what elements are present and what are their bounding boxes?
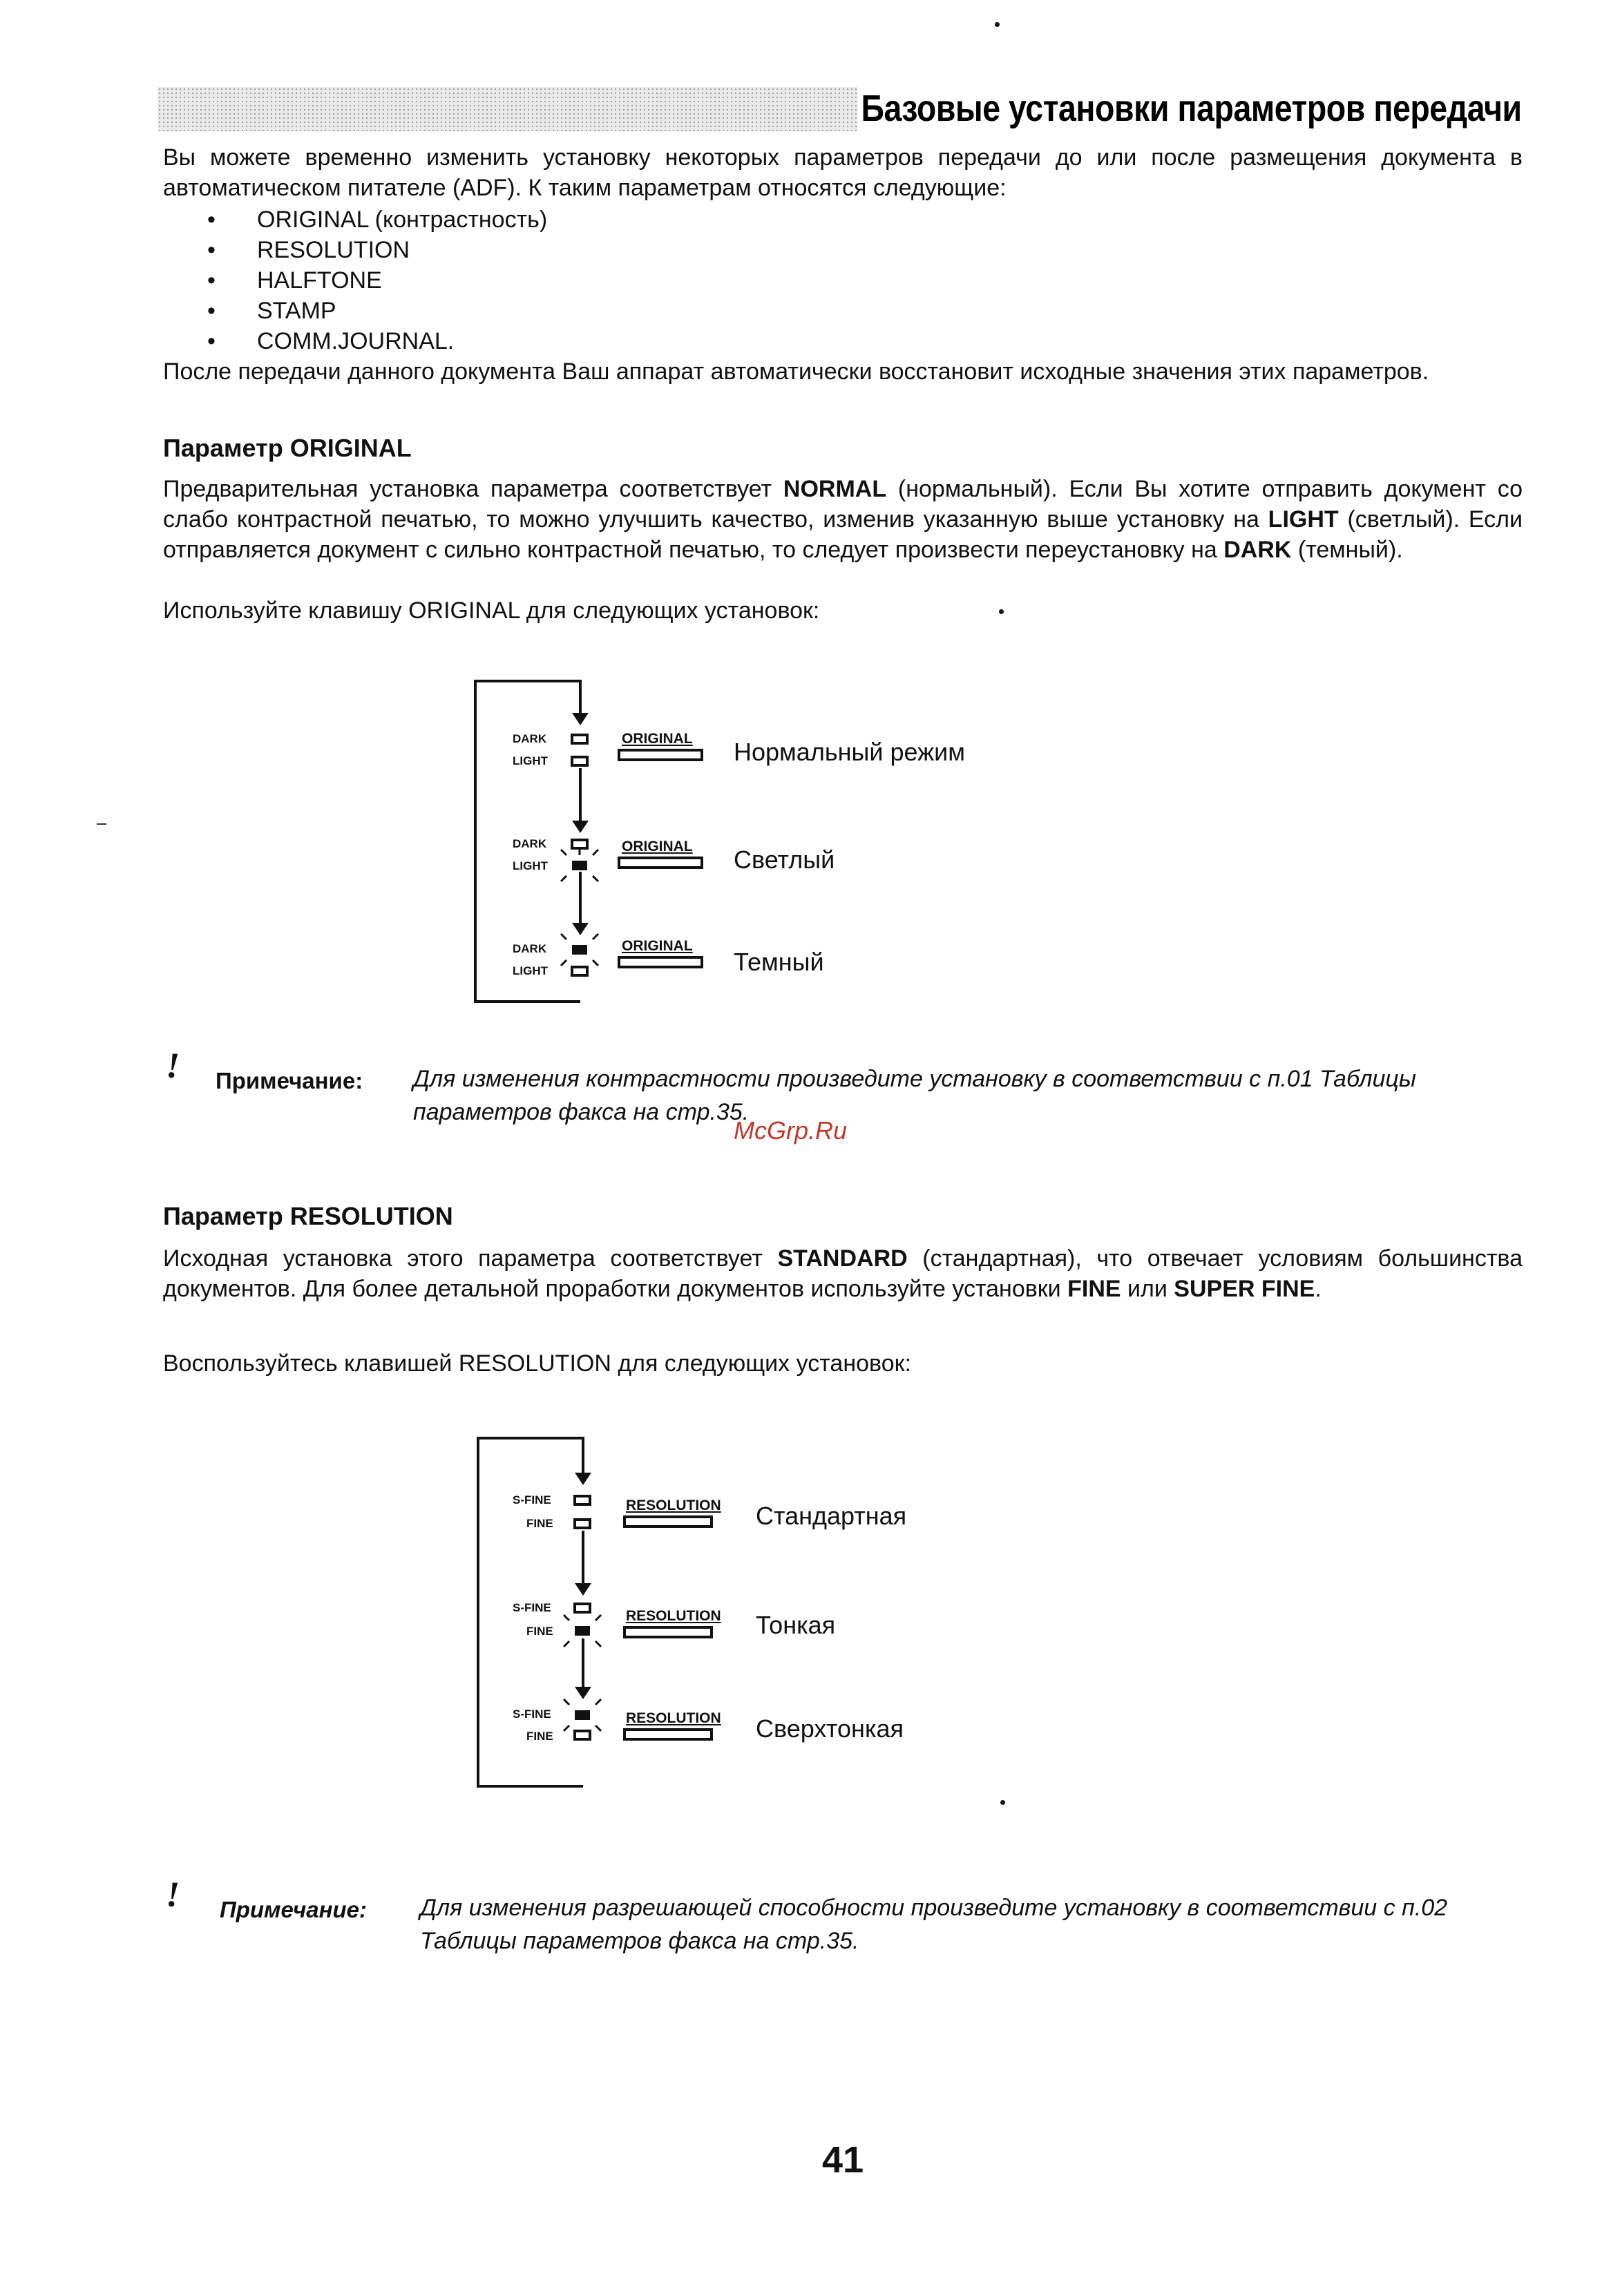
note-text: Для изменения разрешающей способности произведите установку в соответствии с п.02 Таблицы параметров факса на стр.35. [420,1895,1448,1954]
section-heading-resolution: Параметр RESOLUTION [163,1202,453,1230]
resolution-instruction: Воспользуйтесь клавишей RESOLUTION для следующих установок: [163,1350,911,1377]
state-label: Стандартная [756,1502,907,1530]
state-label: Темный [734,948,824,976]
intro-paragraph: Вы можете временно изменить установку некоторых параметров передачи до или после размещения документа в автоматическом питателе (ADF). К таким параметрам относятся следующие: [163,144,1523,201]
note-label: Примечание: [216,1068,363,1093]
state-label: Нормальный режим [734,738,966,766]
resolution-button-label: RESOLUTION [626,1498,721,1513]
list-item: • RESOLUTION [207,235,547,265]
stray-dot [995,22,1000,27]
resolution-button-label: RESOLUTION [626,1710,721,1726]
page-title: Базовые установки параметров передачи [858,86,1525,131]
note-exclamation-icon: ! [166,1875,180,1915]
led-label: DARK [513,837,547,850]
parameter-list [207,204,547,356]
note-text: Для изменения контрастности произведите установку в соответствии с п.01 Таблицы параметров факса на стр.35. [413,1066,1416,1125]
intro-after: После передачи данного документа Ваш аппарат автоматически восстановит исходные значения этих параметров. [163,358,1429,385]
stray-dot [1000,1800,1005,1805]
resolution-key-diagram [473,1434,1011,1793]
stray-dash [97,823,106,825]
led-label: FINE [526,1730,553,1743]
list-item: • ORIGINAL (контрастность) [207,204,547,235]
state-label: Сверхтонкая [756,1714,904,1743]
resolution-paragraph: Исходная установка этого параметра соответствует STANDARD (стандартная), что отвечает условиям большинства документов. Для более детальной проработки документов используйте установки FINE или SUPER FINE. [163,1245,1523,1302]
list-item: • STAMP [207,296,547,326]
led-label: S-FINE [513,1601,551,1614]
led-label: S-FINE [513,1493,551,1506]
led-label: DARK [513,942,547,955]
state-label: Тонкая [756,1611,836,1639]
list-item: • COMM.JOURNAL. [207,326,547,356]
section-heading-original: Параметр ORIGINAL [163,434,412,462]
original-button-label: ORIGINAL [622,938,693,954]
original-key-diagram [470,677,1009,1008]
led-label: FINE [526,1625,553,1638]
watermark: McGrp.Ru [734,1116,848,1145]
resolution-diagram-svg [473,1434,1011,1793]
original-button-label: ORIGINAL [622,731,693,747]
led-label: DARK [513,732,547,745]
page-number: 41 [822,2139,864,2181]
led-label: LIGHT [513,859,548,872]
led-label: FINE [526,1517,553,1530]
led-label: LIGHT [513,964,548,977]
note-exclamation-icon: ! [166,1046,180,1086]
state-label: Светлый [734,845,835,874]
led-label: S-FINE [513,1707,551,1721]
list-item: • HALFTONE [207,265,547,296]
resolution-button-label: RESOLUTION [626,1608,721,1624]
led-label: LIGHT [513,754,548,767]
original-instruction: Используйте клавишу ORIGINAL для следующих установок: [163,597,820,624]
note-label: Примечание: [220,1897,368,1922]
original-paragraph: Предварительная установка параметра соответствует NORMAL (нормальный). Если Вы хотите отправить документ со слабо контрастной печатью, то можно улучшить качество, изменив указанную выше установку на LIGHT (светлый). Если отправляется документ с сильно контрастной печатью, то следует произвести переустановку на DARK (темный). [163,476,1523,563]
original-button-label: ORIGINAL [622,839,693,854]
